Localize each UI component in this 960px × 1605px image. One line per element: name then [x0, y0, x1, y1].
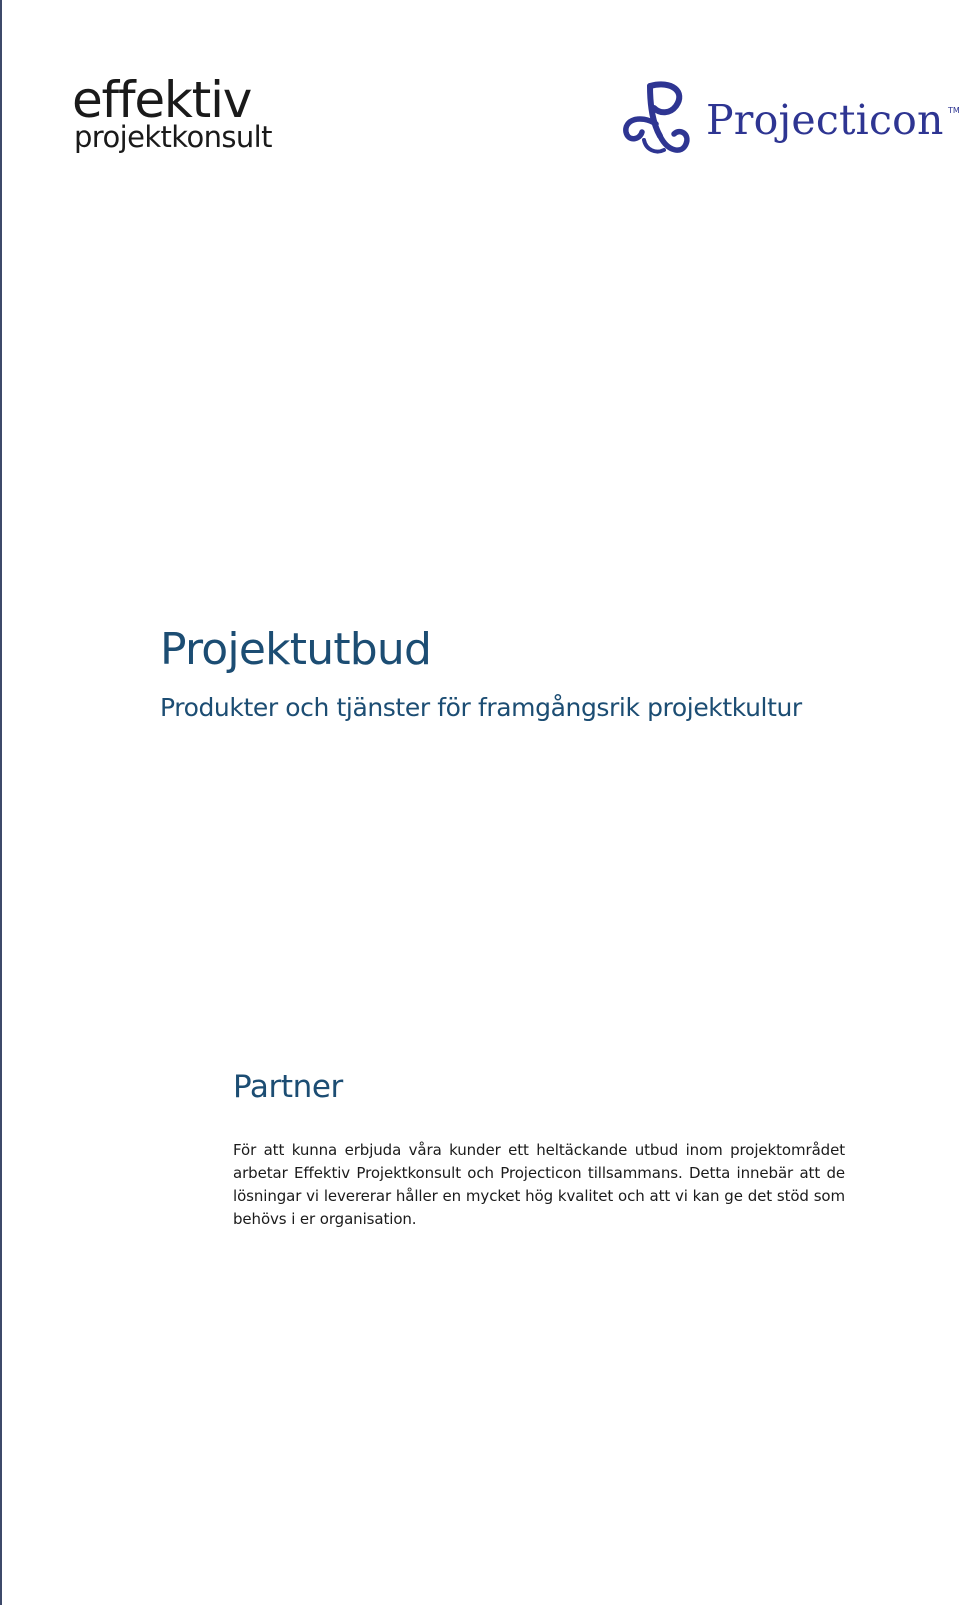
effektiv-logo-wordmark: effektiv: [72, 71, 252, 129]
effektiv-projektkonsult-logo: [72, 72, 302, 162]
partner-paragraph-line: lösningar vi levererar håller en mycket hög kvalitet och att vi kan ge det stöd som: [233, 1187, 845, 1205]
trademark-mark: TM: [948, 106, 960, 115]
projecticon-wordmark: Projecticon: [706, 96, 944, 144]
partner-paragraph: [233, 1139, 845, 1231]
partner-paragraph-line: arbetar Effektiv Projektkonsult och Projecticon tillsammans. Detta innebär att de: [233, 1164, 845, 1182]
left-edge-rule: [0, 0, 2, 1605]
effektiv-logo-subline: projektkonsult: [74, 120, 272, 154]
partner-paragraph-line: För att kunna erbjuda våra kunder ett heltäckande utbud inom projektområdet: [233, 1141, 845, 1159]
partner-paragraph-line: behövs i er organisation.: [233, 1210, 417, 1228]
document-title: Projektutbud: [160, 624, 432, 675]
projecticon-logo: [620, 78, 960, 158]
document-subtitle: Produkter och tjänster för framgångsrik projektkultur: [160, 693, 802, 722]
partner-heading: Partner: [233, 1069, 343, 1105]
projecticon-emblem-icon: [620, 78, 702, 158]
